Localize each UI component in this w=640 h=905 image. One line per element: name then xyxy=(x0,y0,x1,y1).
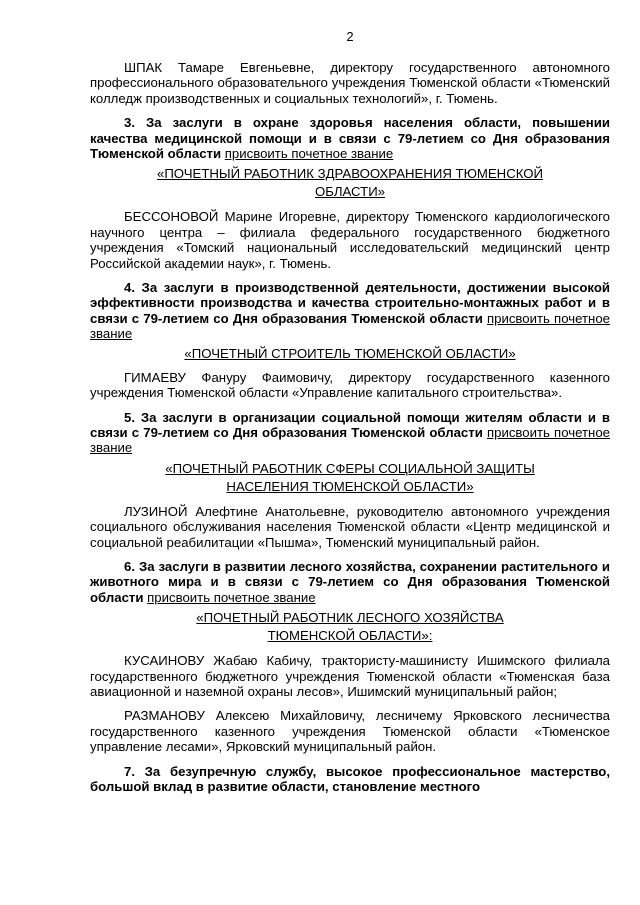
award-title-social-line2: НАСЕЛЕНИЯ ТЮМЕНСКОЙ ОБЛАСТИ» xyxy=(226,478,474,494)
award-recipient-paragraph: КУСАИНОВУ Жабаю Кабичу, трактористу-машинисту Ишимского филиала государственного бюджетного учреждения Тюменской области «Тюменская база авиационной и наземной охраны лесов», Ишимский муниципальный район; xyxy=(90,653,610,699)
award-recipient-paragraph: БЕССОНОВОЙ Марине Игоревне, директору Тюменского кардиологического научного центра – филиала федерального государственного бюджетного учреждения «Томский национальный исследовательский медицинский центр Российской академии наук», г. Тюмень. xyxy=(90,209,610,271)
section-6-paragraph xyxy=(90,559,610,605)
section-5-text: 5. За заслуги в организации социальной помощи жителям области и в связи с 79-летием со Дня образования Тюменской области xyxy=(90,409,610,440)
award-title-forestry-line1: «ПОЧЕТНЫЙ РАБОТНИК ЛЕСНОГО ХОЗЯЙСТВА xyxy=(196,610,504,626)
award-title-health xyxy=(90,165,610,201)
page-number: 2 xyxy=(346,29,354,44)
award-title-social xyxy=(90,460,610,496)
award-title-forestry-line2: ТЮМЕНСКОЙ ОБЛАСТИ»: xyxy=(267,628,433,644)
award-title-health-line2: ОБЛАСТИ» xyxy=(314,184,386,200)
section-5-award-link: присвоить почетное звание xyxy=(90,424,610,456)
award-recipient-paragraph: ГИМАЕВУ Фануру Фаимовичу, директору государственного казенного учреждения Тюменской области «Управление капитального строительства». xyxy=(90,369,610,401)
award-recipient-paragraph: РАЗМАНОВУ Алексею Михайловичу, лесничему Ярковского лесничества государственного казенного учреждения Тюменской области «Тюменское управление лесами», Ярковский муниципальный район. xyxy=(90,708,610,755)
section-4-award-link: присвоить почетное звание xyxy=(90,310,610,342)
section-7-paragraph: 7. За безупречную службу, высокое профессиональное мастерство, большой вклад в развитие области, становление местного xyxy=(90,763,610,794)
award-title-health-line1: «ПОЧЕТНЫЙ РАБОТНИК ЗДРАВООХРАНЕНИЯ ТЮМЕНСКОЙ xyxy=(156,166,543,182)
section-3-text: 3. За заслуги в охране здоровья населения области, повышении качества медицинской помощи и в связи с 79-летием со Дня образования Тюменской области xyxy=(90,115,610,162)
section-3-award-link: присвоить почетное звание xyxy=(224,146,394,162)
section-5-paragraph xyxy=(90,410,610,456)
award-title-social-line1: «ПОЧЕТНЫЙ РАБОТНИК СФЕРЫ СОЦИАЛЬНОЙ ЗАЩИТЫ xyxy=(165,460,535,476)
award-recipient-paragraph: ШПАК Тамаре Евгеньевне, директору государственного автономного профессионального образовательного учреждения Тюменской области «Тюменский колледж производственных и социальных технологий», г. Тюмень. xyxy=(90,60,610,106)
award-recipient-paragraph: ЛУЗИНОЙ Алефтине Анатольевне, руководителю автономного учреждения социального обслуживания населения Тюменской области «Центр медицинской и социальной реабилитации «Пышма», Тюменский муниципальный район. xyxy=(90,503,610,550)
award-title-forestry xyxy=(90,609,610,645)
section-3-paragraph xyxy=(90,115,610,161)
section-6-text: 6. За заслуги в развитии лесного хозяйства, сохранении растительного и животного мира и в связи с 79-летием со Дня образования Тюменской области xyxy=(90,558,610,605)
section-6-award-link: присвоить почетное звание xyxy=(147,589,316,605)
section-4-text: 4. За заслуги в производственной деятельности, достижении высокой эффективности производства и качества строительно-монтажных работ и в связи с 79-летием со Дня образования Тюменской области xyxy=(90,280,610,326)
award-title-builder: «ПОЧЕТНЫЙ СТРОИТЕЛЬ ТЮМЕНСКОЙ ОБЛАСТИ» xyxy=(184,345,516,361)
section-4-paragraph xyxy=(90,280,610,342)
